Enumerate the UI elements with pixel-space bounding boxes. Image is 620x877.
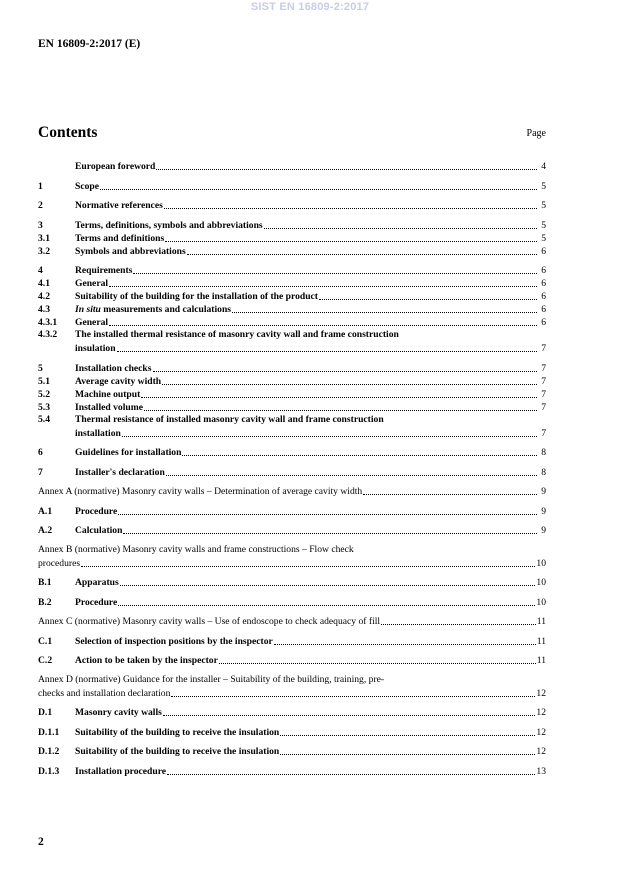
toc-entry-title: Installation checks xyxy=(75,362,152,374)
toc-entry-title: Suitability of the building for the installation of the product xyxy=(75,291,318,302)
page-column-label: Page xyxy=(526,128,546,139)
toc-entry[interactable] xyxy=(38,706,546,719)
dot-leader xyxy=(280,735,535,736)
toc-entry-page: 12 xyxy=(536,746,546,757)
toc-entry-title-wrap xyxy=(75,363,538,375)
toc-entry-number: 5 xyxy=(38,362,43,374)
toc-entry-number: A.2 xyxy=(38,525,53,536)
toc-entry-page: 6 xyxy=(541,278,546,289)
contents-title: Contents xyxy=(38,124,98,141)
toc-entry-title-wrap xyxy=(75,278,538,290)
toc-entry-title: Terms, definitions, symbols and abbreviations xyxy=(75,219,263,231)
toc-entry-page: 4 xyxy=(541,161,546,172)
toc-entry-title-wrap xyxy=(75,246,538,258)
toc-entry-title-wrap xyxy=(75,636,537,648)
toc-entry-number: C.2 xyxy=(38,655,53,666)
dot-leader xyxy=(164,208,537,209)
toc-entry-number: 4.3.1 xyxy=(38,317,58,328)
toc-entry-number: 4.1 xyxy=(38,278,50,289)
toc-entry-page: 8 xyxy=(541,447,546,458)
toc-entry-number: 2 xyxy=(38,200,43,211)
toc-entry-number: 1 xyxy=(38,180,43,192)
toc-entry-number: D.1.3 xyxy=(38,765,60,777)
toc-entry-title-wrap xyxy=(75,181,538,193)
dot-leader xyxy=(141,397,537,398)
dot-leader xyxy=(123,533,537,534)
toc-entry-title-wrap xyxy=(75,200,538,212)
dot-leader xyxy=(219,663,536,664)
toc-entry-number: 3 xyxy=(38,219,43,231)
toc-entry-page: 12 xyxy=(536,726,546,738)
toc-entry-page: 12 xyxy=(536,687,546,699)
toc-entry-number: B.2 xyxy=(38,596,52,608)
toc-entry-number: D.1.2 xyxy=(38,746,60,757)
toc-entry-title: Terms and definitions xyxy=(75,232,165,244)
toc-entry-page: 7 xyxy=(541,362,546,374)
toc-entry[interactable] xyxy=(38,745,546,758)
toc-entry-title: General xyxy=(75,317,109,328)
toc-entry-page: 7 xyxy=(541,375,546,387)
toc-entry[interactable] xyxy=(38,401,546,414)
toc-entry-number: A.1 xyxy=(38,505,53,517)
dot-leader xyxy=(280,754,535,755)
toc-entry-title-wrap xyxy=(75,447,538,459)
toc-entry-title-wrap xyxy=(75,265,538,277)
dot-leader xyxy=(167,774,535,775)
toc-entry-title: General xyxy=(75,278,109,289)
toc-entry[interactable] xyxy=(38,388,546,401)
toc-entry[interactable] xyxy=(38,654,546,667)
toc-entry-title-italic: In situ xyxy=(75,304,101,315)
toc-entry-title: Calculation xyxy=(75,525,123,536)
toc-entry-number: B.1 xyxy=(38,577,52,588)
dot-leader xyxy=(363,494,537,495)
toc-entry-title-wrap xyxy=(75,402,538,414)
toc-entry-number: C.1 xyxy=(38,635,53,647)
toc-entry-title-wrap xyxy=(75,304,231,316)
toc-entry-title: Guidelines for installation xyxy=(75,447,182,458)
toc-entry[interactable] xyxy=(38,303,546,316)
toc-entry[interactable] xyxy=(38,375,546,388)
toc-entry-title-wrap xyxy=(38,486,538,498)
dot-leader xyxy=(109,286,537,287)
dot-leader xyxy=(144,410,537,411)
toc-entry-title-wrap xyxy=(38,674,536,700)
toc-entry-title: Annex A (normative) Masonry cavity walls – Determination of average cavity width xyxy=(38,486,363,497)
toc-entry-page: 10 xyxy=(536,596,546,608)
toc-entry-title-line1: The installed thermal resistance of masonry cavity wall and frame construction xyxy=(75,329,399,340)
toc-entry-title: European foreword xyxy=(75,161,156,172)
toc-entry-number: 3.2 xyxy=(38,245,50,257)
toc-entry-title: Apparatus xyxy=(75,577,119,588)
table-of-contents xyxy=(38,160,546,778)
toc-entry[interactable] xyxy=(38,635,546,648)
toc-entry-number: 7 xyxy=(38,466,43,478)
toc-entry-page: 5 xyxy=(541,232,546,244)
dot-leader xyxy=(122,436,537,437)
toc-entry[interactable] xyxy=(38,180,546,193)
toc-entry[interactable] xyxy=(38,199,546,212)
toc-entry-number: 4.3 xyxy=(38,304,50,315)
toc-entry[interactable] xyxy=(38,277,546,290)
dot-leader xyxy=(166,475,537,476)
toc-entry-title: Annex C (normative) Masonry cavity walls – Use of endoscope to check adequacy of fill xyxy=(38,616,381,627)
toc-entry-page: 10 xyxy=(536,577,546,588)
toc-entry[interactable] xyxy=(38,596,546,609)
dot-leader xyxy=(117,351,537,352)
toc-entry[interactable] xyxy=(38,219,546,232)
toc-entry-page: 7 xyxy=(541,343,546,354)
toc-entry-title: checks and installation declaration xyxy=(38,687,171,699)
toc-entry[interactable] xyxy=(38,765,546,778)
toc-entry-page: 8 xyxy=(541,466,546,478)
toc-entry-number: 3.1 xyxy=(38,232,50,244)
toc-entry-page: 5 xyxy=(541,180,546,192)
toc-entry-title: Suitability of the building to receive the insulation xyxy=(75,746,280,757)
dot-leader xyxy=(156,169,537,170)
toc-entry-number: 4 xyxy=(38,265,43,276)
toc-entry-page: 6 xyxy=(541,265,546,276)
toc-entry-title: Symbols and abbreviations xyxy=(75,245,186,257)
toc-entry-title-wrap xyxy=(75,414,538,440)
toc-entry-page: 6 xyxy=(541,304,546,315)
toc-entry[interactable] xyxy=(38,576,546,589)
toc-entry-title: procedures xyxy=(38,557,81,569)
toc-entry-title: Suitability of the building to receive the insulation xyxy=(75,726,280,738)
toc-entry-title-line2 xyxy=(38,687,536,700)
toc-entry[interactable] xyxy=(38,466,546,479)
dot-leader xyxy=(171,696,535,697)
toc-entry-title-wrap xyxy=(75,727,536,739)
toc-entry-number: 6 xyxy=(38,447,43,458)
toc-entry-title: Scope xyxy=(75,180,99,192)
dot-leader xyxy=(264,228,537,229)
toc-entry-title-line2 xyxy=(75,342,538,355)
toc-entry[interactable] xyxy=(38,544,546,570)
toc-entry-title: Installer's declaration xyxy=(75,466,165,478)
toc-entry-page: 9 xyxy=(541,525,546,536)
toc-entry-title-wrap xyxy=(75,766,536,778)
dot-leader xyxy=(165,241,537,242)
toc-entry-title: installation xyxy=(75,427,121,439)
toc-entry[interactable] xyxy=(38,485,546,498)
toc-entry-title-wrap xyxy=(38,616,537,628)
toc-entry-page: 6 xyxy=(541,245,546,257)
toc-entry-number: 4.3.2 xyxy=(38,329,58,340)
toc-entry-page: 10 xyxy=(536,557,546,569)
dot-leader xyxy=(120,585,536,586)
dot-leader xyxy=(162,384,537,385)
toc-entry-title-wrap xyxy=(75,577,536,589)
toc-entry-title-wrap xyxy=(75,707,536,719)
page-number: 2 xyxy=(38,836,44,848)
toc-entry-title-wrap xyxy=(75,329,538,355)
toc-entry[interactable] xyxy=(38,316,546,329)
toc-entry-number: 5.3 xyxy=(38,401,50,413)
standard-id: EN 16809-2:2017 (E) xyxy=(38,38,141,50)
toc-entry-page: 6 xyxy=(541,291,546,302)
toc-entry[interactable] xyxy=(38,414,546,440)
toc-entry-title-wrap xyxy=(75,746,536,758)
toc-entry[interactable] xyxy=(38,264,546,277)
toc-entry-title: Procedure xyxy=(75,596,118,608)
dot-leader xyxy=(182,455,537,456)
toc-entry-page: 12 xyxy=(536,707,546,718)
toc-entry-title-wrap xyxy=(75,233,538,245)
dot-leader xyxy=(187,254,537,255)
toc-entry-page: 7 xyxy=(541,388,546,400)
toc-entry-title-wrap xyxy=(38,544,536,570)
toc-entry-title-wrap xyxy=(75,467,538,479)
toc-entry-page: 9 xyxy=(541,486,546,497)
dot-leader xyxy=(381,624,536,625)
toc-entry-page: 7 xyxy=(541,401,546,413)
toc-entry-title: Requirements xyxy=(75,265,133,276)
dot-leader xyxy=(118,514,537,515)
toc-entry-page: 5 xyxy=(541,219,546,231)
toc-entry-title: Normative references xyxy=(75,200,163,211)
toc-entry[interactable] xyxy=(38,160,546,173)
toc-entry-number: 5.4 xyxy=(38,413,50,425)
toc-entry-title-line2 xyxy=(75,427,538,440)
toc-entry-number: D.1 xyxy=(38,707,53,718)
toc-entry-page: 9 xyxy=(541,505,546,517)
toc-entry-title-wrap xyxy=(75,376,538,388)
toc-entry-title-line1: Annex B (normative) Masonry cavity walls and frame constructions – Flow check xyxy=(38,543,354,555)
toc-entry-title: measurements and calculations xyxy=(100,304,232,315)
toc-entry[interactable] xyxy=(38,615,546,628)
toc-entry-number: D.1.1 xyxy=(38,726,60,738)
dot-leader xyxy=(163,715,536,716)
toc-entry-page: 5 xyxy=(541,200,546,211)
toc-entry-title-wrap xyxy=(75,161,538,173)
toc-entry-title-wrap xyxy=(75,525,538,537)
toc-entry[interactable] xyxy=(38,362,546,375)
toc-entry-title: Installed volume xyxy=(75,401,143,413)
toc-entry-title: Machine output xyxy=(75,388,141,400)
toc-entry[interactable] xyxy=(38,726,546,739)
toc-entry-title-wrap xyxy=(75,291,538,303)
toc-entry-page: 11 xyxy=(536,655,546,666)
toc-entry[interactable] xyxy=(38,505,546,518)
toc-entry-title: Selection of inspection positions by the inspector xyxy=(75,635,273,647)
toc-entry-page: 7 xyxy=(541,427,546,439)
toc-entry-title-wrap xyxy=(75,655,537,667)
dot-leader xyxy=(153,371,538,372)
toc-entry-number: 5.1 xyxy=(38,375,50,387)
dot-leader xyxy=(100,189,537,190)
dot-leader xyxy=(133,273,537,274)
toc-entry-title-wrap xyxy=(75,506,538,518)
toc-entry[interactable] xyxy=(38,674,546,700)
toc-entry-title: Masonry cavity walls xyxy=(75,707,162,718)
toc-entry[interactable] xyxy=(38,290,546,303)
dot-leader xyxy=(274,644,536,645)
dot-leader xyxy=(232,312,537,313)
toc-entry-title-wrap xyxy=(75,597,536,609)
toc-entry-title-line1: Annex D (normative) Guidance for the installer – Suitability of the building, training, pre- xyxy=(38,673,385,685)
toc-entry-number: 4.2 xyxy=(38,291,50,302)
dot-leader xyxy=(81,566,535,567)
toc-entry-title-wrap xyxy=(75,317,538,329)
toc-entry-title: Average cavity width xyxy=(75,375,162,387)
toc-entry[interactable] xyxy=(38,329,546,355)
toc-entry-number: 5.2 xyxy=(38,388,50,400)
toc-entry[interactable] xyxy=(38,245,546,258)
toc-entry[interactable] xyxy=(38,446,546,459)
toc-entry-title: Installation procedure xyxy=(75,765,167,777)
toc-entry-page: 11 xyxy=(536,635,546,647)
toc-entry-title: Procedure xyxy=(75,505,118,517)
dot-leader xyxy=(319,299,537,300)
toc-entry-title-wrap xyxy=(75,220,538,232)
toc-entry-title-wrap xyxy=(75,389,538,401)
watermark: SIST EN 16809-2:2017 xyxy=(250,1,370,13)
toc-entry-title: insulation xyxy=(75,343,116,354)
dot-leader xyxy=(118,605,535,606)
dot-leader xyxy=(109,325,537,326)
toc-entry[interactable] xyxy=(38,524,546,537)
toc-entry-page: 11 xyxy=(536,616,546,627)
toc-entry-title: Action to be taken by the inspector xyxy=(75,655,218,666)
toc-entry-title-wrap xyxy=(75,304,538,316)
toc-entry-title-line1: Thermal resistance of installed masonry cavity wall and frame construction xyxy=(75,413,384,425)
toc-entry-title-line2 xyxy=(38,557,536,570)
toc-entry-page: 13 xyxy=(536,765,546,777)
toc-entry[interactable] xyxy=(38,232,546,245)
toc-entry-page: 6 xyxy=(541,317,546,328)
